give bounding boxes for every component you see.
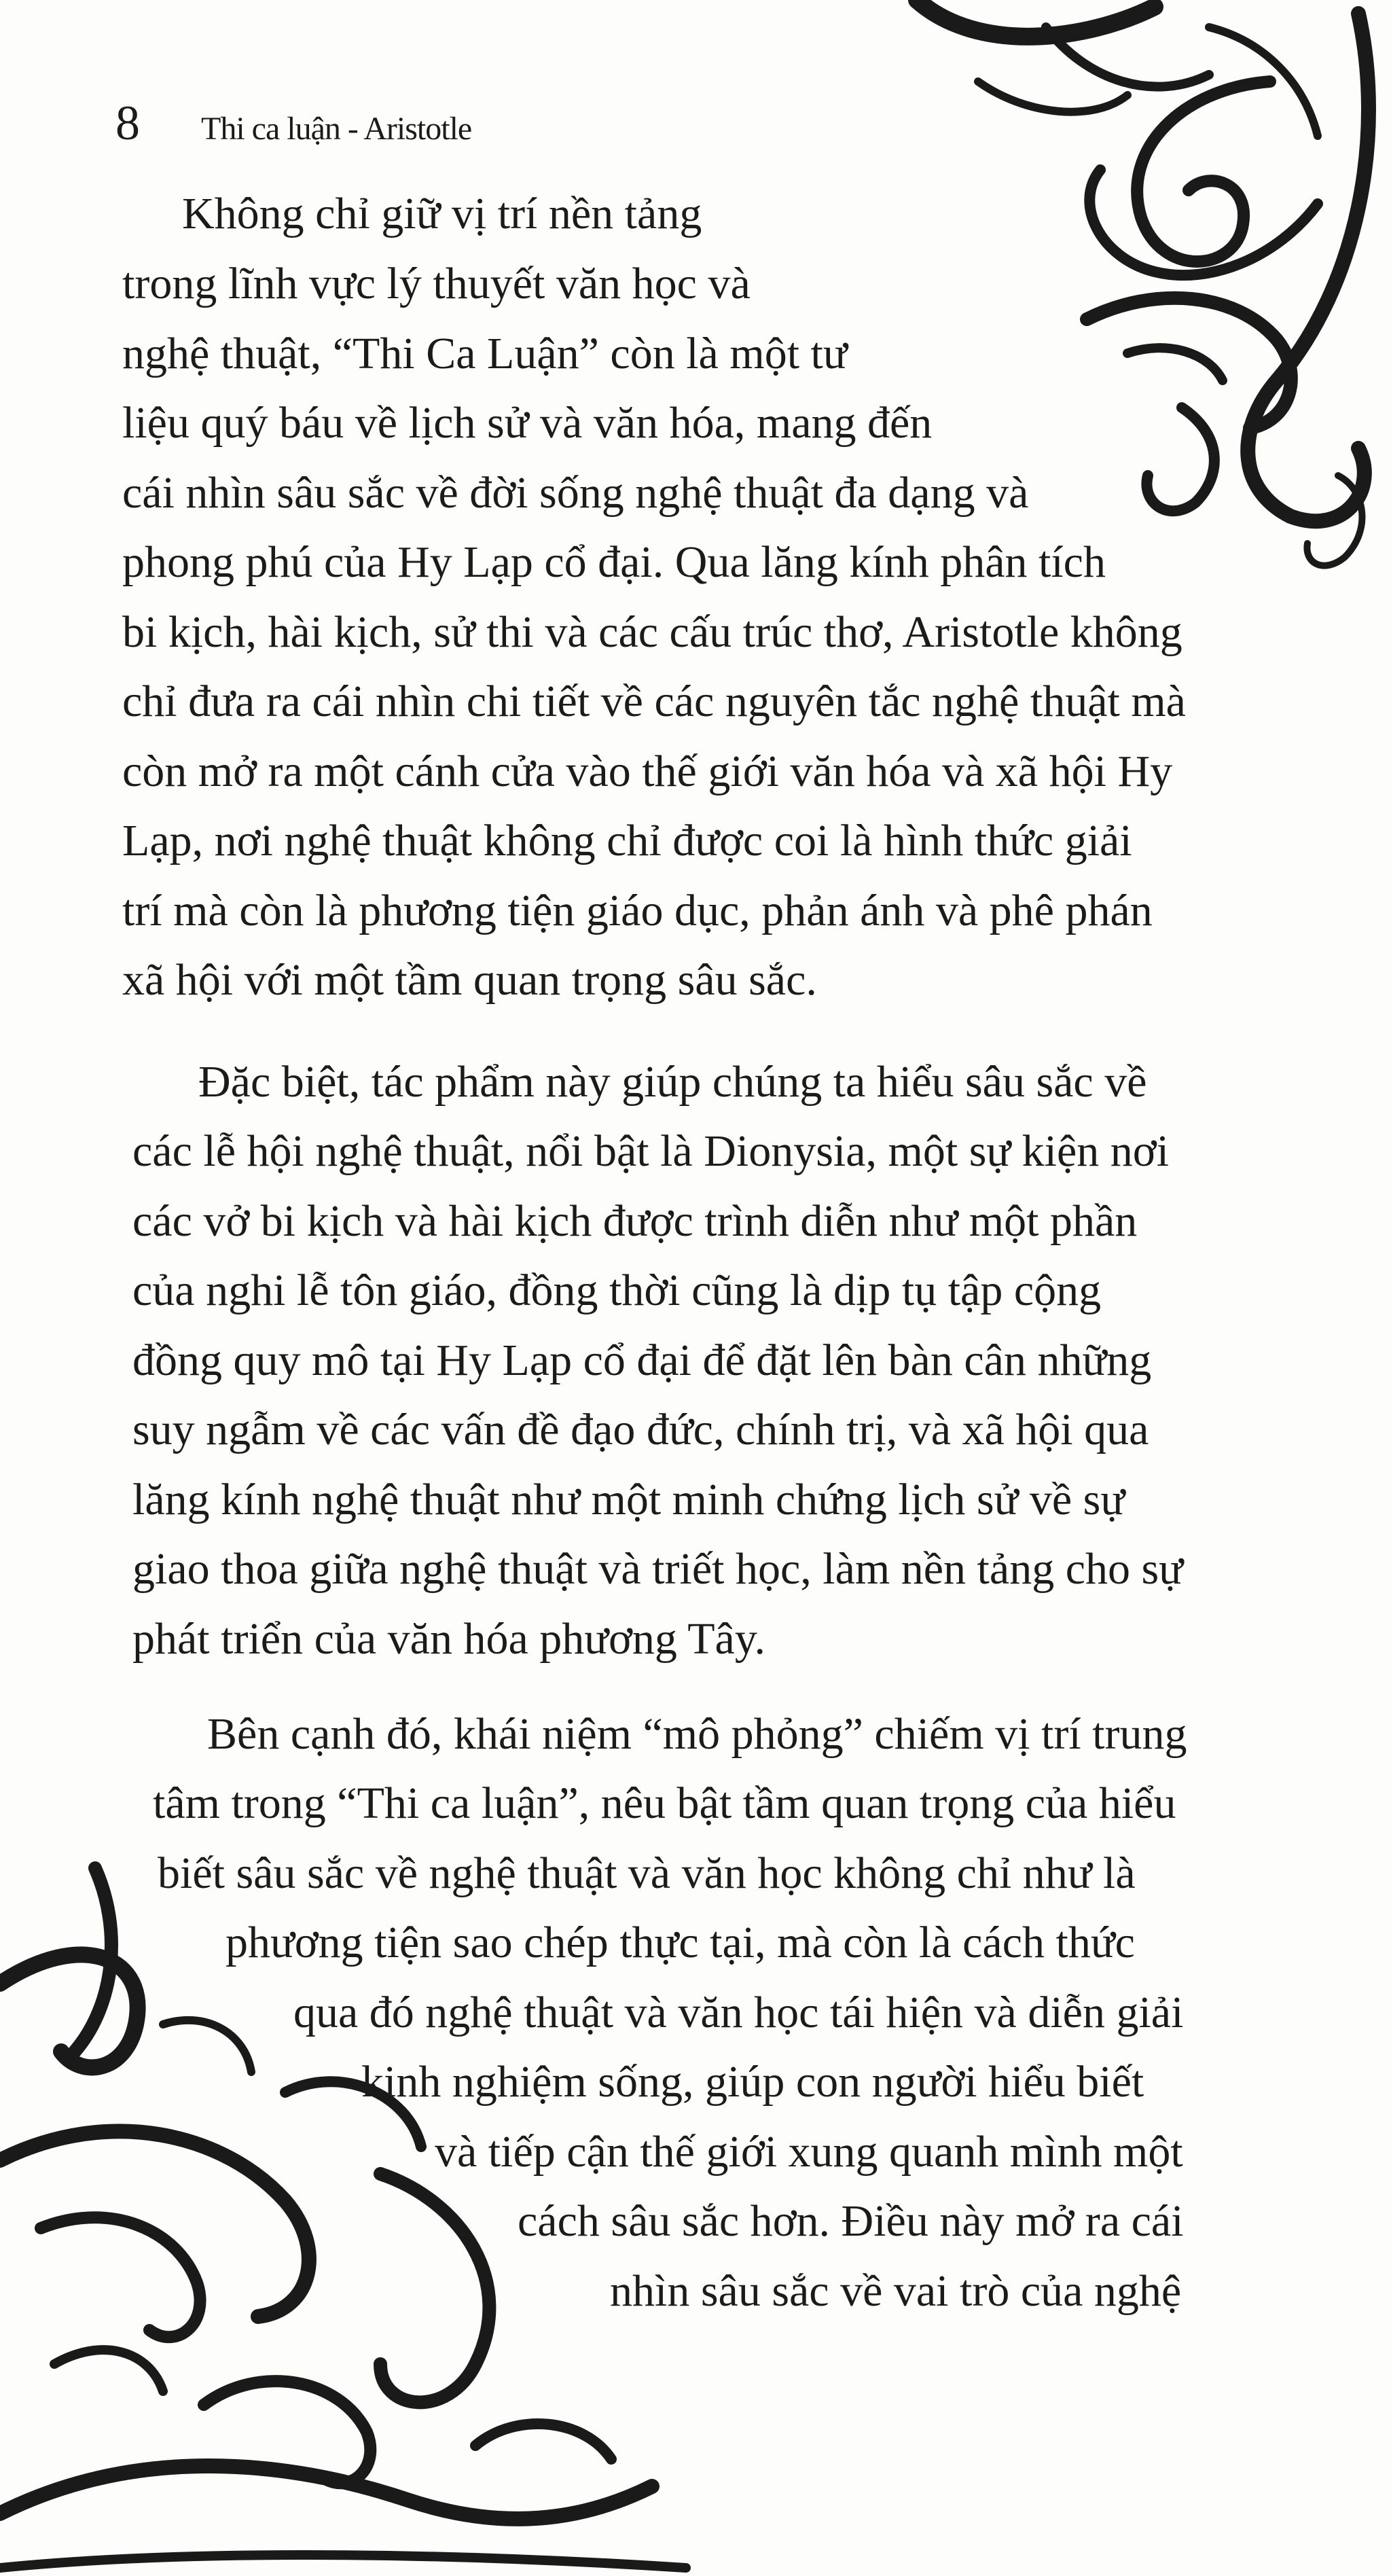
text-line: trong lĩnh vực lý thuyết văn học và bbox=[122, 259, 751, 308]
text-line: liệu quý báu về lịch sử và văn hóa, mang đến bbox=[122, 398, 933, 448]
text-line: tâm trong “Thi ca luận”, nêu bật tầm quan trọng của hiểu bbox=[153, 1778, 1176, 1828]
text-line: biết sâu sắc về nghệ thuật và văn học không chỉ như là bbox=[158, 1848, 1136, 1898]
text-line: Không chỉ giữ vị trí nền tảng bbox=[182, 189, 702, 238]
text-line: kinh nghiệm sống, giúp con người hiểu biết bbox=[361, 2057, 1144, 2107]
text-line: Đặc biệt, tác phẩm này giúp chúng ta hiểu sâu sắc về bbox=[198, 1057, 1147, 1107]
text-line: phong phú của Hy Lạp cổ đại. Qua lăng kính phân tích bbox=[122, 537, 1106, 587]
text-line: đồng quy mô tại Hy Lạp cổ đại để đặt lên bàn cân những bbox=[132, 1336, 1152, 1385]
text-line: nghệ thuật, “Thi Ca Luận” còn là một tư bbox=[122, 329, 848, 378]
text-line: các lễ hội nghệ thuật, nổi bật là Dionysia, một sự kiện nơi bbox=[132, 1126, 1170, 1176]
text-line: bi kịch, hài kịch, sử thi và các cấu trúc thơ, Aristotle không bbox=[122, 607, 1182, 657]
text-line: Lạp, nơi nghệ thuật không chỉ được coi là hình thức giải bbox=[122, 816, 1132, 865]
running-title: Thi ca luận - Aristotle bbox=[201, 111, 472, 147]
text-line: cái nhìn sâu sắc về đời sống nghệ thuật đa dạng và bbox=[122, 468, 1029, 518]
page-header bbox=[115, 95, 471, 151]
page-number: 8 bbox=[115, 96, 140, 150]
text-line: các vở bi kịch và hài kịch được trình diễn như một phần bbox=[132, 1196, 1138, 1246]
text-line: cách sâu sắc hơn. Điều này mở ra cái bbox=[518, 2196, 1184, 2246]
text-line: chỉ đưa ra cái nhìn chi tiết về các nguyên tắc nghệ thuật mà bbox=[122, 677, 1186, 726]
text-line: qua đó nghệ thuật và văn học tái hiện và diễn giải bbox=[293, 1988, 1184, 2037]
text-line: lăng kính nghệ thuật như một minh chứng lịch sử về sự bbox=[132, 1475, 1125, 1524]
text-line: suy ngẫm về các vấn đề đạo đức, chính trị, và xã hội qua bbox=[132, 1405, 1149, 1454]
text-line: giao thoa giữa nghệ thuật và triết học, làm nền tảng cho sự bbox=[132, 1544, 1183, 1594]
text-line: và tiếp cận thế giới xung quanh mình một bbox=[435, 2127, 1183, 2177]
text-line: xã hội với một tầm quan trọng sâu sắc. bbox=[122, 955, 817, 1005]
text-line: còn mở ra một cánh cửa vào thế giới văn hóa và xã hội Hy bbox=[122, 747, 1173, 796]
text-line: của nghi lễ tôn giáo, đồng thời cũng là dịp tụ tập cộng bbox=[132, 1266, 1102, 1315]
text-line: nhìn sâu sắc về vai trò của nghệ bbox=[610, 2266, 1182, 2316]
text-line: trí mà còn là phương tiện giáo dục, phản ánh và phê phán bbox=[122, 886, 1153, 935]
text-line: phương tiện sao chép thực tại, mà còn là cách thức bbox=[225, 1918, 1135, 1967]
text-line: phát triển của văn hóa phương Tây. bbox=[132, 1614, 766, 1664]
text-line: Bên cạnh đó, khái niệm “mô phỏng” chiếm vị trí trung bbox=[207, 1709, 1187, 1759]
